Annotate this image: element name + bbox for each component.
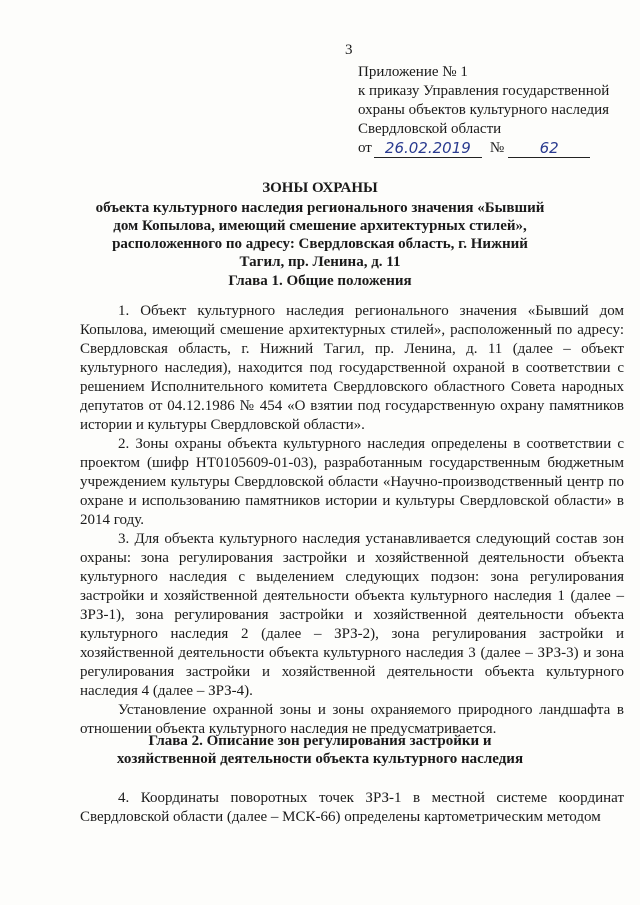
page-number: 3 — [345, 42, 353, 58]
appendix-line-2: к приказу Управления государственной — [358, 83, 610, 99]
paragraph: 3. Для объекта культурного наследия устанавливается следующий состав зон охраны: зона регулирования застройки и хозяйственной деятельности объекта культурного наследия с выделением следующих подзон: зона регулирования застройки и хозяйственной деятельности объекта культурного наследия 1 (далее – ЗРЗ-1), зона регулирования застройки и хозяйственной деятельности объекта культурного наследия 2 (далее – ЗРЗ-2), зона регулирования застройки и хозяйственной деятельности объекта культурного наследия 3 (далее – ЗРЗ-3) и зона регулирования застройки и хозяйственной деятельности объекта культурного наследия 4 (далее – ЗРЗ-4). — [80, 531, 624, 699]
number-label: № — [489, 140, 505, 156]
order-number-handwritten: 62 — [508, 140, 590, 158]
paragraph: 4. Координаты поворотных точек ЗРЗ-1 в местной системе координат Свердловской области (далее – МСК-66) определены картометрическим методом — [80, 790, 624, 825]
document-title: ЗОНЫ ОХРАНЫ — [262, 180, 378, 196]
chapter-1-heading: Глава 1. Общие положения — [228, 273, 412, 289]
appendix-line-1: Приложение № 1 — [358, 64, 468, 80]
document-subtitle: объекта культурного наследия регионального значения «Бывший дом Копылова, имеющий смешение архитектурных стилей», расположенного по адресу: Свердловская область, г. Нижний Тагил, пр. Ленина, д. 11 — [95, 200, 545, 270]
appendix-line-3: охраны объектов культурного наследия — [358, 102, 610, 118]
chapter-1-body — [80, 302, 624, 739]
order-date-handwritten: 26.02.2019 — [374, 140, 482, 158]
paragraph: 2. Зоны охраны объекта культурного наследия определены в соответствии с проектом (шифр НТ0105609-01-03), разработанным государственным бюджетным учреждением культуры Свердловской области «Научно-производственный центр по охране и использованию памятников истории и культуры Свердловской области» в 2014 году. — [80, 436, 624, 528]
paragraph: 1. Объект культурного наследия регионального значения «Бывший дом Копылова, имеющий смешение архитектурных стилей», расположенный по адресу: Свердловская область, г. Нижний Тагил, пр. Ленина, д. 11 (далее – объект культурного наследия), находится под государственной охраной в соответствии с решением Исполнительного комитета Свердловского областного Совета народных депутатов от 04.12.1986 № 454 «О взятии под государственную охрану памятников истории и культуры Свердловской области». — [80, 303, 624, 433]
appendix-line-4: Свердловской области — [358, 121, 502, 137]
order-signature-line — [358, 139, 609, 158]
paragraph: Установление охранной зоны и зоны охраняемого природного ландшафта в отношении объекта культурного наследия не предусматривается. — [80, 702, 624, 737]
appendix-block — [358, 63, 609, 158]
date-prefix: от — [358, 140, 372, 156]
chapter-2-body — [80, 789, 624, 827]
chapter-2-heading: Глава 2. Описание зон регулирования застройки и хозяйственной деятельности объекта культурного наследия — [116, 733, 524, 767]
